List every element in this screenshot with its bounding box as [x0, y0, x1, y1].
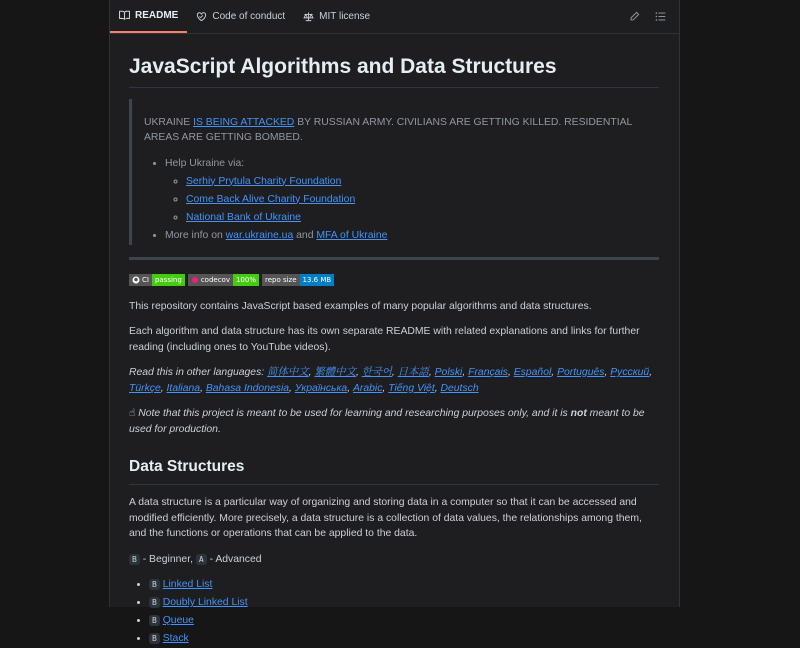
heart-handshake-icon	[196, 11, 207, 22]
list-item	[149, 594, 659, 612]
data-structures-list	[129, 576, 659, 648]
list-item	[149, 576, 659, 594]
notice-text	[144, 99, 659, 115]
ci-badge-label: CI	[142, 275, 149, 284]
tab-actions	[623, 0, 671, 33]
level-legend	[129, 552, 659, 568]
language-link[interactable]: Bahasa Indonesia	[205, 382, 290, 394]
codecov-badge-label-wrap	[188, 274, 233, 286]
note-before: Note that this project is meant to be used for learning and researching purposes only, and it is	[135, 408, 571, 419]
language-link[interactable]: 繁體中文	[314, 367, 356, 378]
language-link[interactable]: Tiếng Việt	[388, 382, 435, 394]
edit-file-button[interactable]	[623, 6, 645, 28]
help-ukraine-item	[165, 155, 659, 227]
ci-badge[interactable]	[129, 274, 185, 286]
beginner-text: - Beginner,	[139, 553, 196, 565]
readme-panel	[109, 0, 680, 644]
repo-size-badge[interactable]	[262, 274, 334, 286]
tab-readme-label: README	[135, 10, 179, 21]
codecov-badge-label: codecov	[200, 275, 230, 284]
more-info-and: and	[293, 229, 317, 241]
level-tag: B	[149, 579, 160, 590]
notice-list	[144, 155, 659, 245]
intro-text: This repository contains JavaScript based examples of many popular algorithms and data structures.	[129, 300, 592, 312]
readme-tab-bar	[110, 0, 679, 34]
list-item	[149, 612, 659, 630]
badges-row	[129, 274, 659, 286]
list-item	[186, 191, 659, 209]
language-link[interactable]: Polski	[434, 367, 463, 378]
data-structures-description: A data structure is a particular way of organizing and storing data in a computer so that it can be accessed and modified efficiently. More precisely, a data structure is a collection of data values, the relationships among them, and the functions or operations that can be applied to the data.	[129, 497, 642, 539]
page-title: JavaScript Algorithms and Data Structures	[129, 54, 659, 88]
github-icon	[132, 276, 140, 284]
readme-content	[110, 54, 679, 648]
more-info-prefix: More info on	[165, 229, 226, 241]
outline-button[interactable]	[649, 6, 671, 28]
language-link[interactable]: Français	[468, 367, 508, 378]
notice-prefix: UKRAINE	[144, 116, 194, 128]
book-icon	[119, 10, 130, 21]
notice-attacked-link[interactable]: IS BEING ATTACKED	[193, 116, 295, 128]
language-link[interactable]: 日本語	[397, 367, 429, 378]
level-tag: B	[149, 597, 160, 608]
help-links-list	[165, 173, 659, 227]
list-item	[186, 173, 659, 191]
ci-badge-label-wrap	[129, 274, 152, 286]
divider	[129, 257, 659, 260]
language-link[interactable]: Português	[557, 367, 605, 378]
repo-size-badge-value: 13.6 MB	[300, 274, 335, 286]
tab-code-of-conduct-label: Code of conduct	[212, 11, 286, 22]
advanced-text: - Advanced	[206, 553, 262, 565]
doubly-linked-list-link[interactable]: Doubly Linked List	[162, 597, 248, 608]
language-link[interactable]: 简体中文	[267, 367, 309, 378]
note-bold: not	[570, 408, 587, 419]
tab-code-of-conduct[interactable]	[187, 0, 294, 33]
repo-size-badge-label: repo size	[262, 274, 300, 286]
language-link[interactable]: Italiana	[166, 382, 201, 394]
come-back-alive-link[interactable]: Come Back Alive Charity Foundation	[186, 193, 356, 205]
language-link[interactable]: Русский	[610, 367, 650, 378]
tab-license[interactable]	[294, 0, 379, 33]
ci-badge-value: passing	[152, 274, 185, 286]
production-note	[129, 406, 659, 437]
more-info-item	[165, 227, 659, 245]
level-tag: B	[149, 615, 160, 626]
languages-label: Read this in other languages:	[129, 367, 268, 378]
national-bank-link[interactable]: National Bank of Ukraine	[186, 211, 301, 223]
data-structures-heading: Data Structures	[129, 456, 659, 485]
tab-license-label: MIT license	[319, 11, 371, 22]
linked-list-link[interactable]: Linked List	[162, 579, 213, 590]
language-link[interactable]: Deutsch	[440, 382, 479, 394]
list-unordered-icon	[655, 11, 666, 22]
notice-suffix: BY RUSSIAN ARMY. CIVILIANS ARE GETTING KILLED. RESIDENTIAL AREAS ARE GETTING BOMBED.	[144, 116, 632, 143]
ukraine-flag-icon	[144, 102, 156, 110]
languages-line	[129, 365, 659, 396]
codecov-badge[interactable]	[188, 274, 259, 286]
note-after: meant to be used for production.	[129, 408, 645, 435]
language-link[interactable]: Arabic	[352, 382, 383, 394]
language-link[interactable]: Українська	[294, 382, 348, 394]
mfa-ukraine-link[interactable]: MFA of Ukraine	[316, 229, 388, 241]
language-link[interactable]: Español	[513, 367, 552, 378]
war-ukraine-link[interactable]: war.ukraine.ua	[225, 229, 294, 241]
ukraine-notice	[129, 99, 659, 245]
level-tag: B	[149, 633, 160, 644]
list-item	[186, 209, 659, 227]
pointing-finger-icon: ☝	[129, 408, 136, 419]
prytula-foundation-link[interactable]: Serhiy Prytula Charity Foundation	[186, 175, 342, 187]
codecov-badge-value: 100%	[233, 274, 259, 286]
law-scale-icon	[303, 11, 314, 22]
codecov-icon	[191, 276, 199, 284]
help-ukraine-label: Help Ukraine via:	[165, 157, 245, 169]
language-link[interactable]: Türkçe	[129, 382, 161, 394]
queue-link[interactable]: Queue	[162, 615, 194, 626]
beginner-tag: B	[129, 554, 140, 565]
tab-readme[interactable]	[110, 0, 187, 33]
advanced-tag: A	[196, 554, 207, 565]
pencil-icon	[629, 11, 640, 22]
list-item	[149, 630, 659, 648]
language-link[interactable]: 한국어	[361, 367, 392, 378]
languages-list: 简体中文, 繁體中文, 한국어, 日本語, Polski, Français, Español, Português, Русский, Türkçe, Italiana, Bahasa Indonesia, Українська, Arabic, Tiếng Việt, Deutsch	[129, 367, 653, 394]
readme-note-text: Each algorithm and data structure has its own separate README with related explanations and links for further reading (including ones to YouTube videos).	[129, 326, 640, 353]
stack-link[interactable]: Stack	[162, 633, 189, 644]
